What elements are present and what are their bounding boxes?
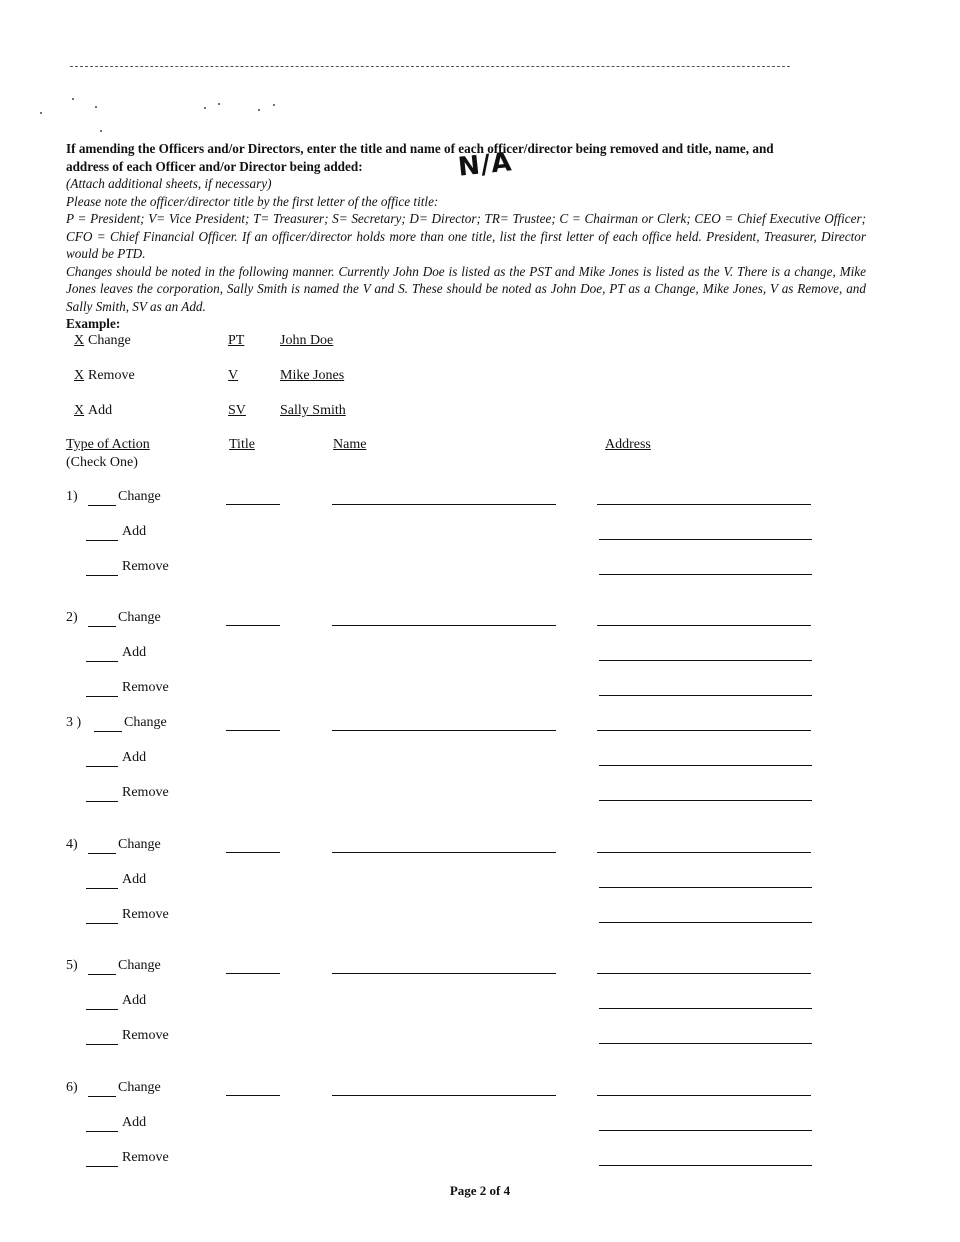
col-address: Address xyxy=(605,437,651,452)
address-field-2[interactable] xyxy=(599,1130,812,1131)
address-field[interactable] xyxy=(597,504,811,505)
address-field-3[interactable] xyxy=(599,1043,812,1044)
address-field-2[interactable] xyxy=(599,1008,812,1009)
entry-number: 1) xyxy=(66,489,78,504)
attach-note: (Attach additional sheets, if necessary) xyxy=(66,176,272,191)
add-checkbox-blank[interactable] xyxy=(86,766,118,767)
remove-label: Remove xyxy=(122,1028,169,1043)
name-field[interactable] xyxy=(332,504,556,505)
entry-number: 5) xyxy=(66,958,78,973)
address-field-3[interactable] xyxy=(599,800,812,801)
add-label: Add xyxy=(122,993,147,1008)
example-mark: X xyxy=(74,403,85,418)
entry-number: 2) xyxy=(66,610,78,625)
remove-checkbox-blank[interactable] xyxy=(86,1166,118,1167)
change-label: Change xyxy=(124,715,167,730)
scan-top-rule xyxy=(70,66,790,67)
entry-number: 3 ) xyxy=(66,715,82,730)
address-field-3[interactable] xyxy=(599,922,812,923)
address-field[interactable] xyxy=(597,1095,811,1096)
change-checkbox-blank[interactable] xyxy=(88,626,116,627)
remove-checkbox-blank[interactable] xyxy=(86,575,118,576)
change-checkbox-blank[interactable] xyxy=(88,974,116,975)
change-checkbox-blank[interactable] xyxy=(88,1096,116,1097)
title-field[interactable] xyxy=(226,852,280,853)
remove-checkbox-blank[interactable] xyxy=(86,801,118,802)
address-field[interactable] xyxy=(597,625,811,626)
title-field[interactable] xyxy=(226,625,280,626)
remove-label: Remove xyxy=(122,785,169,800)
example-name: John Doe xyxy=(280,333,334,348)
title-field[interactable] xyxy=(226,504,280,505)
remove-label: Remove xyxy=(122,680,169,695)
heading-line-1: If amending the Officers and/or Directors, enter the title and name of each officer/director being removed and title, name, and xyxy=(66,141,774,156)
example-mark: X xyxy=(74,333,85,348)
page-footer: Page 2 of 4 xyxy=(449,1183,511,1198)
name-field[interactable] xyxy=(332,1095,556,1096)
scan-speck xyxy=(273,104,275,106)
remove-label: Remove xyxy=(122,907,169,922)
address-field-3[interactable] xyxy=(599,1165,812,1166)
remove-label: Remove xyxy=(122,1150,169,1165)
change-label: Change xyxy=(118,489,161,504)
entry-number: 4) xyxy=(66,837,78,852)
add-checkbox-blank[interactable] xyxy=(86,888,118,889)
remove-checkbox-blank[interactable] xyxy=(86,1044,118,1045)
heading-line-2: address of each Officer and/or Director being added: xyxy=(66,158,363,174)
address-field-2[interactable] xyxy=(599,660,812,661)
title-field[interactable] xyxy=(226,973,280,974)
change-label: Change xyxy=(118,837,161,852)
name-field[interactable] xyxy=(332,973,556,974)
scan-speck xyxy=(258,109,260,111)
address-field-2[interactable] xyxy=(599,765,812,766)
address-field-3[interactable] xyxy=(599,574,812,575)
name-field[interactable] xyxy=(332,852,556,853)
remove-label: Remove xyxy=(122,559,169,574)
title-field[interactable] xyxy=(226,730,280,731)
change-label: Change xyxy=(118,610,161,625)
add-checkbox-blank[interactable] xyxy=(86,1009,118,1010)
example-action: Change xyxy=(88,333,131,348)
title-field[interactable] xyxy=(226,1095,280,1096)
scan-speck xyxy=(100,130,102,132)
add-checkbox-blank[interactable] xyxy=(86,540,118,541)
address-field[interactable] xyxy=(597,852,811,853)
scan-speck xyxy=(218,103,220,105)
change-checkbox-blank[interactable] xyxy=(88,853,116,854)
add-label: Add xyxy=(122,872,147,887)
add-checkbox-blank[interactable] xyxy=(86,661,118,662)
title-note: Please note the officer/director title by the first letter of the office title: xyxy=(66,193,439,209)
col-check-one: (Check One) xyxy=(66,455,138,470)
scan-speck xyxy=(204,107,206,109)
add-checkbox-blank[interactable] xyxy=(86,1131,118,1132)
example-name: Mike Jones xyxy=(280,368,345,383)
title-codes: P = President; V= Vice President; T= Treasurer; S= Secretary; D= Director; TR= Trustee; C = Chairman or Clerk; CEO = Chief Executive Officer; CFO = Chief Financial Officer. If an officer/director holds more than one title, list the first letter of each office held. President, Treasurer, Director would be PTD. xyxy=(66,211,866,261)
address-field-3[interactable] xyxy=(599,695,812,696)
scan-speck xyxy=(95,106,97,108)
name-field[interactable] xyxy=(332,730,556,731)
entry-number: 6) xyxy=(66,1080,78,1095)
add-label: Add xyxy=(122,524,147,539)
change-label: Change xyxy=(118,1080,161,1095)
example-action: Add xyxy=(88,403,113,418)
col-type-of-action: Type of Action xyxy=(66,437,150,452)
add-label: Add xyxy=(122,1115,147,1130)
address-field[interactable] xyxy=(597,730,811,731)
change-label: Change xyxy=(118,958,161,973)
example-mark: X xyxy=(74,368,85,383)
address-field-2[interactable] xyxy=(599,539,812,540)
change-checkbox-blank[interactable] xyxy=(88,505,116,506)
add-label: Add xyxy=(122,645,147,660)
scan-speck xyxy=(40,112,42,114)
example-label: Example: xyxy=(66,316,121,331)
example-title: SV xyxy=(228,403,246,418)
handwritten-na: N/A xyxy=(456,147,514,183)
example-title: PT xyxy=(228,333,245,348)
remove-checkbox-blank[interactable] xyxy=(86,696,118,697)
add-label: Add xyxy=(122,750,147,765)
changes-note: Changes should be noted in the following manner. Currently John Doe is listed as the PST and Mike Jones is listed as the V. There is a change, Mike Jones leaves the corporation, Sally Smith is named the V and S. These should be noted as John Doe, PT as a Change, Mike Jones, V as Remove, and Sally Smith, SV as an Add. xyxy=(66,263,866,314)
change-checkbox-blank[interactable] xyxy=(94,731,122,732)
col-title: Title xyxy=(229,437,255,452)
name-field[interactable] xyxy=(332,625,556,626)
example-name: Sally Smith xyxy=(280,403,346,418)
remove-checkbox-blank[interactable] xyxy=(86,923,118,924)
example-title: V xyxy=(228,368,239,383)
scan-speck xyxy=(72,98,74,100)
example-action: Remove xyxy=(88,368,135,383)
address-field[interactable] xyxy=(597,973,811,974)
col-name: Name xyxy=(333,437,367,452)
address-field-2[interactable] xyxy=(599,887,812,888)
